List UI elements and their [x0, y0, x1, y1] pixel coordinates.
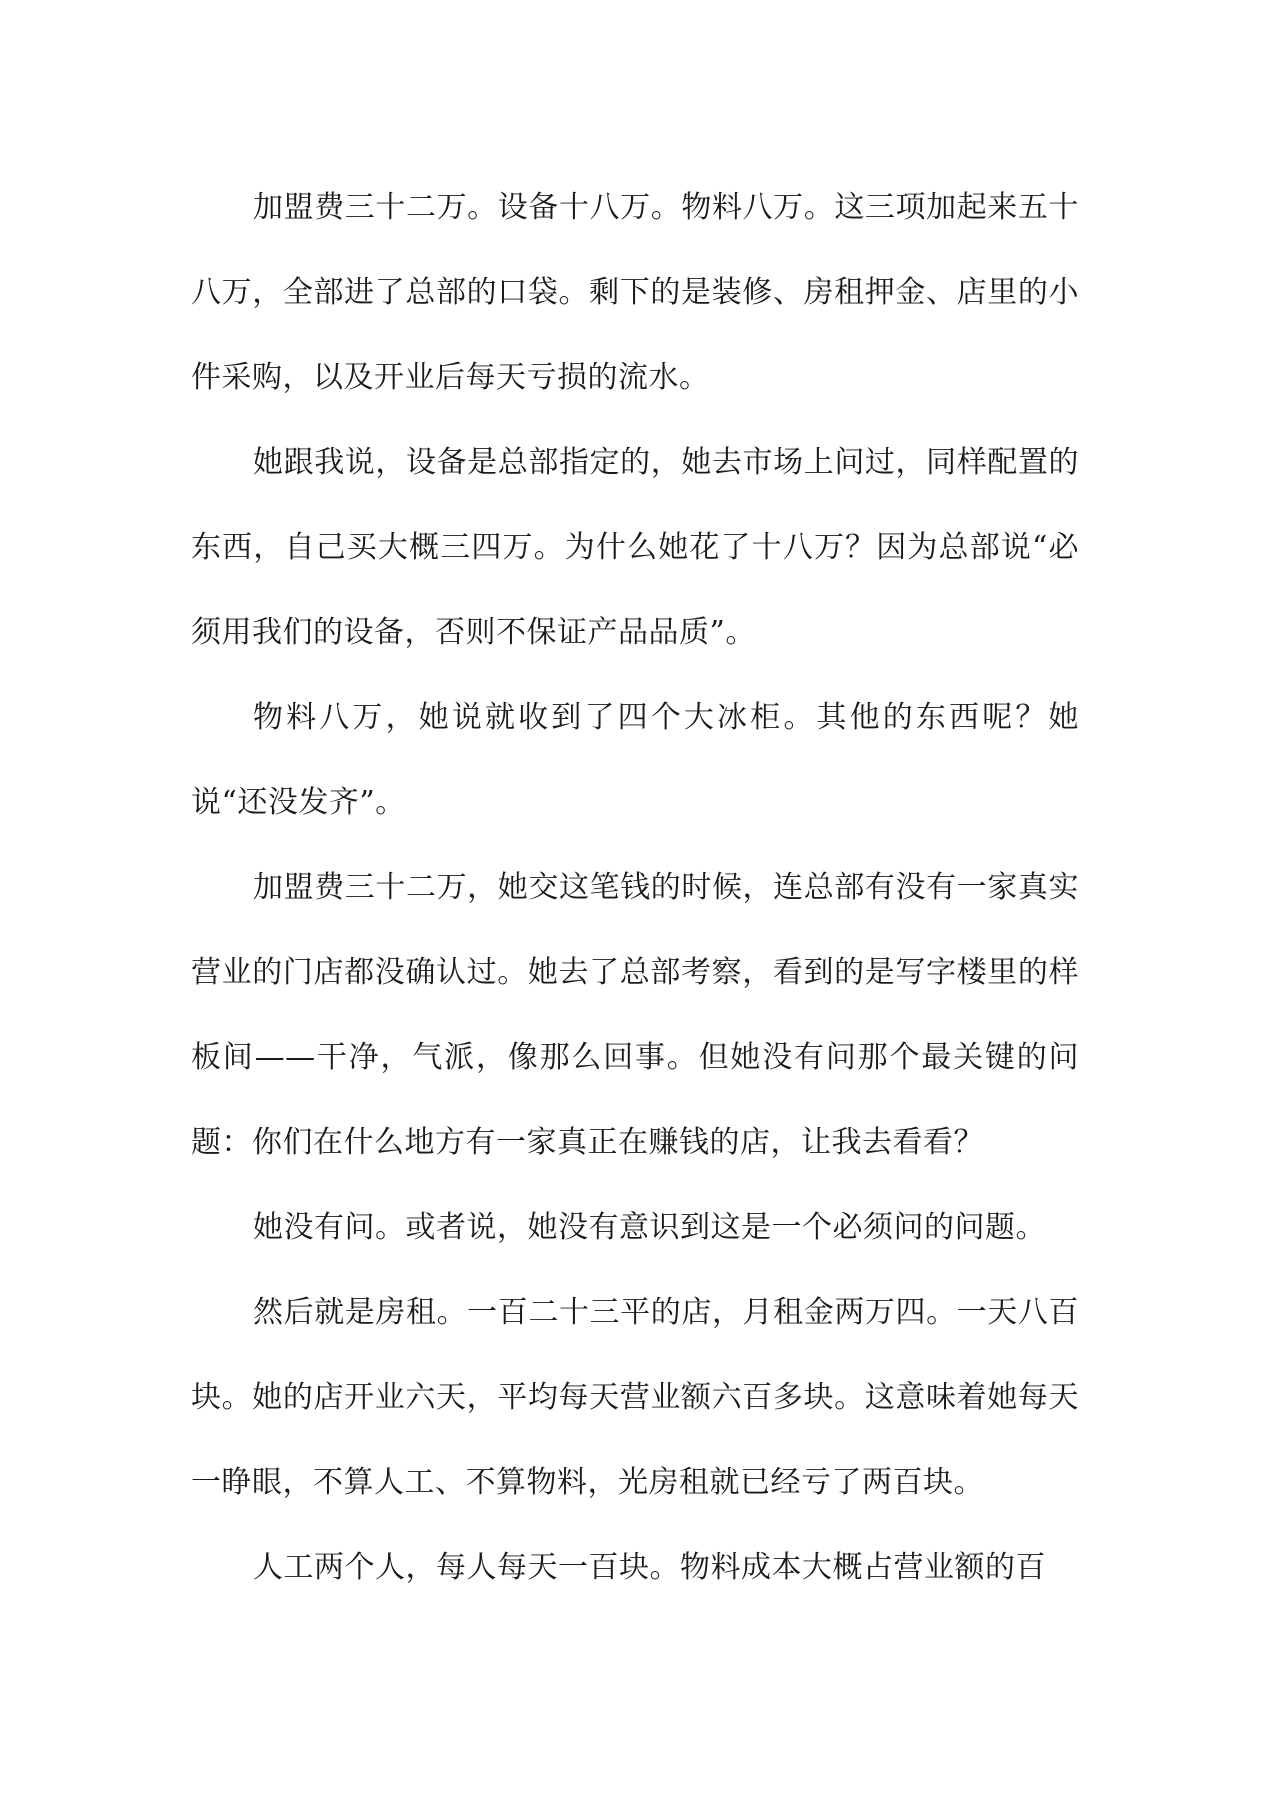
paragraph: 她跟我说，设备是总部指定的，她去市场上问过，同样配置的东西，自己买大概三四万。为什么她花了十八万？因为总部说“必须用我们的设备，否则不保证产品品质”。	[191, 445, 1079, 650]
paragraph: 加盟费三十二万，她交这笔钱的时候，连总部有没有一家真实营业的门店都没确认过。她去了总部考察，看到的是写字楼里的样板间——干净，气派，像那么回事。但她没有问那个最关键的问题：你们在什么地方有一家真正在赚钱的店，让我去看看？	[191, 870, 1079, 1160]
paragraph: 加盟费三十二万。设备十八万。物料八万。这三项加起来五十八万，全部进了总部的口袋。剩下的是装修、房租押金、店里的小件采购，以及开业后每天亏损的流水。	[191, 190, 1079, 395]
paragraph: 物料八万，她说就收到了四个大冰柜。其他的东西呢？她说“还没发齐”。	[191, 700, 1079, 820]
paragraph: 然后就是房租。一百二十三平的店，月租金两万四。一天八百块。她的店开业六天，平均每天营业额六百多块。这意味着她每天一睁眼，不算人工、不算物料，光房租就已经亏了两百块。	[191, 1295, 1079, 1500]
paragraph: 人工两个人，每人每天一百块。物料成本大概占营业额的百	[253, 1550, 1046, 1585]
paragraph: 她没有问。或者说，她没有意识到这是一个必须问的问题。	[253, 1210, 1046, 1245]
body-text	[191, 165, 1079, 1610]
